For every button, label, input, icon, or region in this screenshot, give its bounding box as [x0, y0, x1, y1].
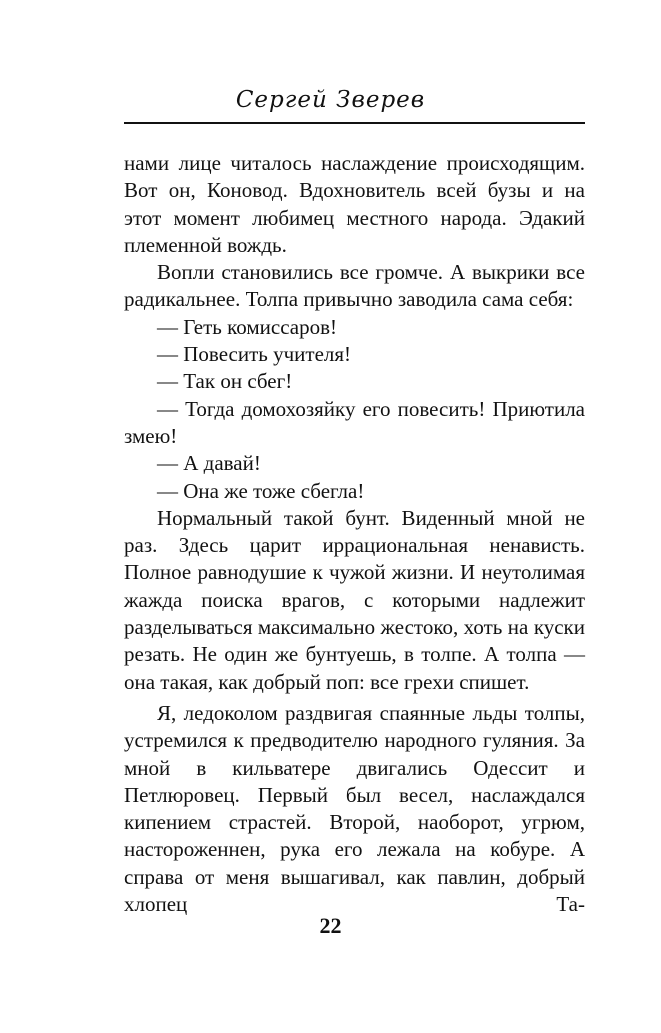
running-header: Сергей Зверев: [235, 87, 426, 113]
dialogue-line: — Тогда домохозяйку его повесить! Приютила змею!: [124, 396, 585, 448]
paragraph: Вопли становились все громче. А выкрики все радикальнее. Толпа привычно заводила сама себя:: [124, 260, 585, 312]
dialogue-line: — Геть комиссаров!: [157, 314, 338, 339]
dialogue-line: — Так он сбег!: [157, 369, 293, 394]
paragraph: Нормальный такой бунт. Виденный мной не раз. Здесь царит иррациональная ненависть. Полное равнодушие к чужой жизни. И неутолимая жажда поиска врагов, с которыми надлежит разделываться максимально жестоко, хоть на куски резать. Не один же бунтуешь, в толпе. А толпа — она такая, как добрый поп: все грехи спишет.: [124, 505, 585, 694]
header-rule: [124, 122, 585, 124]
paragraph: Я, ледоколом раздвигая спаянные льды толпы, устремился к предводителю народного гуляния. За мной в кильватере двигались Одессит и Петлюровец. Первый был весел, наслаждался кипением страстей. Второй, наоборот, угрюм, настороженнен, рука его лежала на кобуре. А справа от меня вышагивал, как павлин, добрый хлопец Та-: [124, 700, 585, 917]
dialogue-line: — Она же тоже сбегла!: [157, 478, 365, 503]
paragraph-continuation: нами лице читалось наслаждение происходящим. Вот он, Коновод. Вдохновитель всей бузы и на этот момент любимец местного народа. Эдакий племенной вождь.: [124, 151, 585, 257]
dialogue-line: — А давай!: [157, 451, 261, 476]
body-text: [124, 150, 585, 918]
dialogue-line: — Повесить учителя!: [157, 342, 352, 367]
page-number: 22: [319, 913, 342, 938]
